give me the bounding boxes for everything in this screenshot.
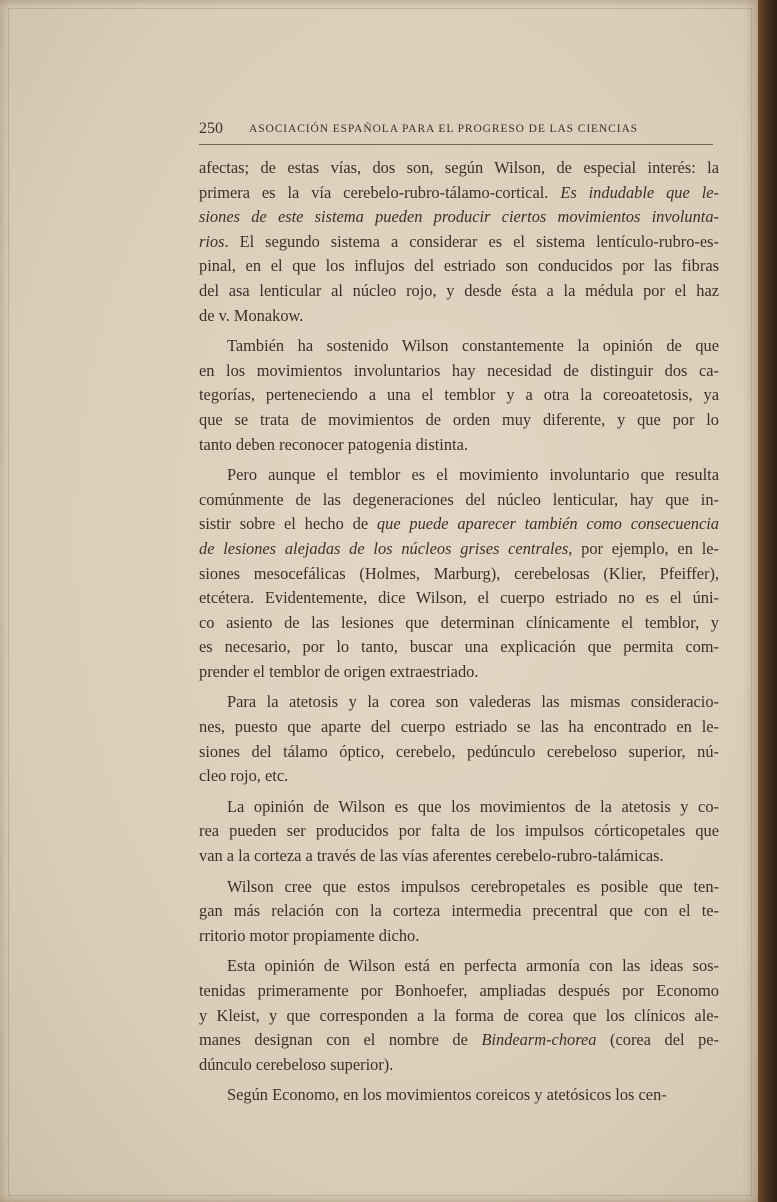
text-run: tegorías, perteneciendo a una el temblor y a otra la coreoatetosis, ya: [199, 385, 719, 405]
text-run: , por ejemplo, en le-: [568, 538, 719, 558]
text-line: [199, 537, 719, 562]
text-run: rritorio motor propiamente dicho.: [199, 925, 420, 945]
text-line: [199, 488, 719, 513]
running-title: ASOCIACIÓN ESPAÑOLA PARA EL PROGRESO DE LAS CIENCIAS: [249, 123, 638, 135]
text-run: sistir sobre el hecho de: [199, 514, 377, 534]
text-run: tanto deben reconocer patogenia distinta.: [199, 434, 468, 454]
text-line: [199, 279, 719, 304]
text-line: [199, 512, 719, 537]
text-line: [199, 1004, 719, 1029]
text-line: [199, 954, 719, 979]
text-run: etcétera. Evidentemente, dice Wilson, el cuerpo estriado no es el úni-: [199, 588, 719, 608]
text-line: [199, 334, 719, 359]
book-spine: [758, 0, 777, 1202]
italic-text: Bindearm-chorea: [481, 1030, 597, 1050]
running-header: [199, 118, 713, 145]
text-run: Según Economo, en los movimientos coreicos y atetósicos los cen-: [227, 1085, 667, 1105]
paragraph: [199, 690, 719, 788]
text-run: prender el temblor de origen extraestriado.: [199, 661, 479, 681]
text-run: que se trata de movimientos de orden muy diferente, y que por lo: [199, 409, 719, 429]
text-run: co asiento de las lesiones que determinan clínicamente el temblor, y: [199, 612, 719, 632]
text-line: [199, 819, 719, 844]
text-line: [199, 844, 719, 869]
body-text: [199, 156, 719, 1108]
italic-text: siones de este sistema pueden producir ciertos movimientos involunta-: [199, 207, 719, 227]
text-run: de v. Monakow.: [199, 305, 304, 325]
text-run: Para la atetosis y la corea son valederas las mismas consideracio-: [227, 692, 719, 712]
text-line: [199, 611, 719, 636]
text-run: (corea del pe-: [596, 1030, 719, 1050]
text-line: [199, 586, 719, 611]
text-line: [199, 660, 719, 685]
italic-text: Es indudable que le-: [560, 182, 719, 202]
text-line: [199, 383, 719, 408]
text-line: [199, 875, 719, 900]
text-line: [199, 181, 719, 206]
text-line: [199, 1083, 719, 1108]
text-line: [199, 433, 719, 458]
paragraph: [199, 463, 719, 684]
italic-text: que puede aparecer también como consecuencia: [376, 514, 719, 534]
text-run: gan más relación con la corteza intermedia precentral que con el te-: [199, 901, 719, 921]
paragraph: [199, 954, 719, 1077]
text-line: [199, 562, 719, 587]
italic-text: de lesiones alejadas de los núcleos grises centrales: [199, 538, 569, 558]
paragraph: [199, 334, 719, 457]
text-run: del asa lenticular al núcleo rojo, y desde ésta a la médula por el haz: [199, 280, 719, 300]
text-run: es necesario, por lo tanto, buscar una explicación que permita com-: [199, 637, 719, 657]
text-line: [199, 690, 719, 715]
text-line: [199, 230, 719, 255]
text-line: [199, 304, 719, 329]
paragraph: [199, 875, 719, 949]
text-line: [199, 156, 719, 181]
text-run: Pero aunque el temblor es el movimiento involuntario que resulta: [227, 465, 719, 485]
text-line: [199, 635, 719, 660]
text-run: manes designan con el nombre de: [199, 1030, 482, 1050]
text-run: Esta opinión de Wilson está en perfecta armonía con las ideas sos-: [227, 956, 719, 976]
text-line: [199, 899, 719, 924]
text-run: siones mesocefálicas (Holmes, Marburg), cerebelosas (Klier, Pfeiffer),: [199, 563, 719, 583]
text-run: cleo rojo, etc.: [199, 766, 289, 786]
text-line: [199, 979, 719, 1004]
paragraph: [199, 156, 719, 328]
text-line: [199, 740, 719, 765]
text-run: en los movimientos involuntarios hay necesidad de distinguir dos ca-: [199, 360, 719, 380]
text-line: [199, 463, 719, 488]
text-run: La opinión de Wilson es que los movimientos de la atetosis y co-: [227, 796, 719, 816]
text-run: . El segundo sistema a considerar es el sistema lentículo-rubro-es-: [224, 231, 719, 251]
italic-text: rios: [199, 231, 225, 251]
text-line: [199, 924, 719, 949]
text-run: afectas; de estas vías, dos son, según Wilson, de especial interés: la: [199, 158, 719, 177]
text-line: [199, 1028, 719, 1053]
text-run: pinal, en el que los influjos del estriado son conducidos por las fibras: [199, 256, 719, 276]
text-line: [199, 1053, 719, 1078]
text-line: [199, 764, 719, 789]
text-run: siones del tálamo óptico, cerebelo, pedúnculo cerebeloso superior, nú-: [199, 741, 719, 761]
page-number: 250: [199, 120, 223, 137]
text-line: [199, 254, 719, 279]
text-line: [199, 408, 719, 433]
text-run: También ha sostenido Wilson constantemente la opinión de que: [227, 336, 719, 356]
text-run: tenidas primeramente por Bonhoefer, ampliadas después por Economo: [199, 981, 719, 1000]
paragraph: [199, 795, 719, 869]
text-line: [199, 795, 719, 820]
text-run: y Kleist, y que corresponden a la forma de corea que los clínicos ale-: [199, 1005, 719, 1025]
text-run: rea pueden ser producidos por falta de los impulsos córticopetales que: [199, 821, 719, 841]
text-run: primera es la vía cerebelo-rubro-tálamo-cortical.: [199, 182, 561, 202]
text-line: [199, 359, 719, 384]
text-run: Wilson cree que estos impulsos cerebropetales es posible que ten-: [227, 876, 719, 896]
paragraph: [199, 1083, 719, 1108]
text-line: [199, 205, 719, 230]
text-run: van a la corteza a través de las vías aferentes cerebelo-rubro-talámicas.: [199, 846, 664, 866]
text-run: dúnculo cerebeloso superior).: [199, 1054, 394, 1074]
text-run: nes, puesto que aparte del cuerpo estriado se las ha encontrado en le-: [199, 717, 719, 737]
text-run: comúnmente de las degeneraciones del núcleo lenticular, hay que in-: [199, 489, 719, 509]
text-line: [199, 715, 719, 740]
